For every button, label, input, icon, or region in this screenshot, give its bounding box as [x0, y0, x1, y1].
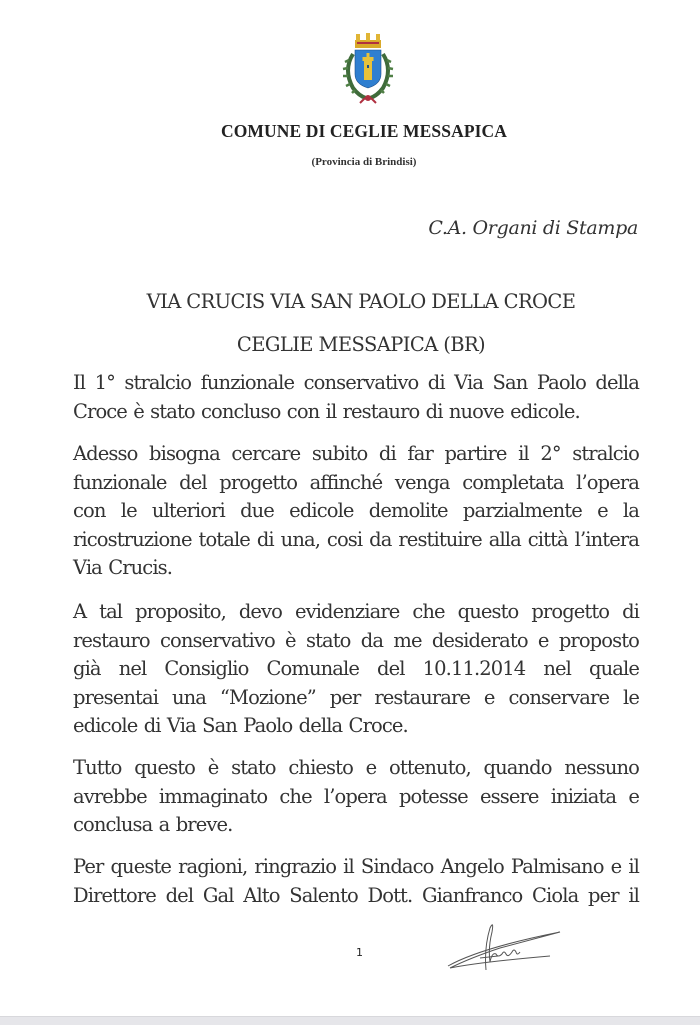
- body-paragraph: Il 1° stralcio funzionale conservativo di Via San Paolo della Croce è stato concluso con il restauro di nuove edicole.: [73, 371, 639, 423]
- coat-of-arms-icon: [335, 30, 401, 110]
- document-heading-line1: VIA CRUCIS VIA SAN PAOLO DELLA CROCE: [146, 290, 576, 313]
- handwritten-signature-icon: [440, 918, 570, 978]
- body-paragraph: Tutto questo è stato chiesto e ottenuto, quando nessuno avrebbe immaginato che l’opera potesse essere iniziata e conclusa a breve.: [73, 756, 639, 836]
- page-number: 1: [356, 946, 363, 959]
- addressee: C.A. Organi di Stampa: [428, 217, 638, 239]
- comune-title: COMUNE DI CEGLIE MESSAPICA: [220, 121, 508, 141]
- body-paragraph: Per queste ragioni, ringrazio il Sindaco Angelo Palmisano e il Direttore del Gal Alto Salento Dott. Gianfranco Ciola per il: [73, 855, 639, 907]
- body-paragraph: Adesso bisogna cercare subito di far partire il 2° stralcio funzionale del progetto affinché venga completata l’opera con le ulteriori due edicole demolite parzialmente e la ricostruzione totale di una, cosi da restituire alla città l’intera Via Crucis.: [73, 442, 639, 579]
- document-heading-line2: CEGLIE MESSAPICA (BR): [236, 333, 486, 356]
- provincia-subtitle: (Provincia di Brindisi): [311, 156, 417, 168]
- body-paragraph: A tal proposito, devo evidenziare che questo progetto di restauro conservativo è stato da me desiderato e proposto già nel Consiglio Comunale del 10.11.2014 nel quale presentai una “Mozione” per restaurare e conservare le edicole di Via San Paolo della Croce.: [73, 600, 639, 737]
